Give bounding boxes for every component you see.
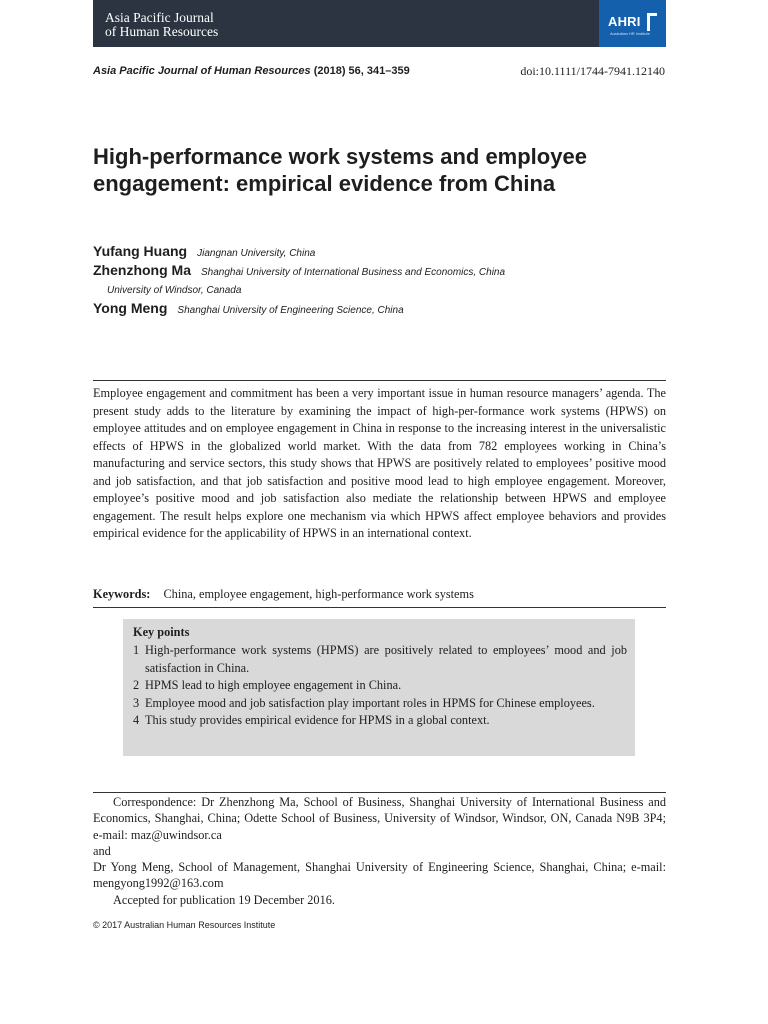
correspondence-primary: Correspondence: Dr Zhenzhong Ma, School of Business, Shanghai University of International Business and Economics, Shanghai, China; Odette School of Business, University of Windsor, Windsor, ON, Canada N9B 3P4; e-mail: maz@uwindsor.ca [93,795,666,842]
keywords [93,587,474,602]
copyright: © 2017 Australian Human Resources Institute [93,920,276,930]
list-item-text: High-performance work systems (HPMS) are positively related to employees’ mood and job satisfaction in China. [145,643,627,675]
citation-journal: Asia Pacific Journal of Human Resources [93,65,311,77]
ahri-logo [599,0,666,47]
list-item [133,642,627,677]
citation [93,65,410,77]
author-name: Yufang Huang [93,243,188,259]
journal-name-line1: Asia Pacific Journal [105,10,214,25]
abstract: Employee engagement and commitment has been a very important issue in human resource managers’ agenda. The present study adds to the literature by examining the impact of high-per-formance work systems (HPWS) on employee attitudes and on employee engagement in China in response to the increasing interest in the universalistic effects of HPWS in the globalized world market. With the data from 782 employees working in China’s manufacturing and service sectors, this study shows that HPWS are positively related to employees’ positive mood and job satisfaction, and that job satisfaction and positive mood lead to high employee engagement. Moreover, employee’s positive mood and job satisfaction also mediate the relationship between HPWS and employee engagement. The result helps explore one mechanism via which HPWS affect employee behaviors and provides empirical evidence for the applicability of HPWS in an international context. [93,386,666,540]
list-item [133,695,627,713]
correspondence [93,794,666,908]
list-item-text: HPMS lead to high employee engagement in China. [145,678,402,692]
key-points-list [133,642,627,730]
author-3 [93,300,404,318]
list-item [133,677,627,695]
list-item [133,712,627,730]
list-item-number: 3 [133,695,140,710]
author-affiliation: Shanghai University of International Business and Economics, China [201,267,506,278]
author-affiliation-secondary: University of Windsor, Canada [107,285,242,296]
accepted-date: Accepted for publication 19 December 2016. [113,892,335,907]
doi: doi:10.1111/1744-7941.12140 [520,64,665,78]
author-affiliation: Shanghai University of Engineering Science, China [177,305,404,316]
list-item-text: Employee mood and job satisfaction play important roles in HPMS for Chinese employees. [145,695,595,710]
journal-banner-title [105,11,218,39]
ahri-logo-subtext: Australian HR Institute [610,31,650,36]
list-item-text: This study provides empirical evidence for HPMS in a global context. [145,713,490,727]
key-points-title: Key points [133,625,190,639]
journal-banner [93,0,666,47]
correspondence-and: and [93,843,111,858]
author-affiliation: Jiangnan University, China [197,248,316,259]
author-name: Zhenzhong Ma [93,262,191,278]
ahri-logo-text: AHRI [608,14,641,29]
citation-volume: (2018) 56, 341–359 [313,65,410,77]
footnote-rule [93,792,666,793]
journal-name-line2: of Human Resources [105,24,219,39]
author-name: Yong Meng [93,300,168,316]
key-points-box [123,619,635,756]
author-2 [93,262,505,280]
correspondence-secondary: Dr Yong Meng, School of Management, Shanghai University of Engineering Science, Shanghai, China; e-mail: mengyong1992@163.com [93,860,666,891]
ahri-logo-mark-top [650,13,657,16]
list-item-number: 1 [133,643,140,657]
paper-title: High-performance work systems and employee engagement: empirical evidence from China [93,144,587,196]
abstract-top-rule [93,380,666,381]
list-item-number: 2 [133,678,140,692]
author-1 [93,243,315,261]
list-item-number: 4 [133,713,140,727]
keywords-value: China, employee engagement, high-performance work systems [163,587,474,601]
keywords-label: Keywords: [93,587,151,601]
keywords-bottom-rule [93,607,666,608]
